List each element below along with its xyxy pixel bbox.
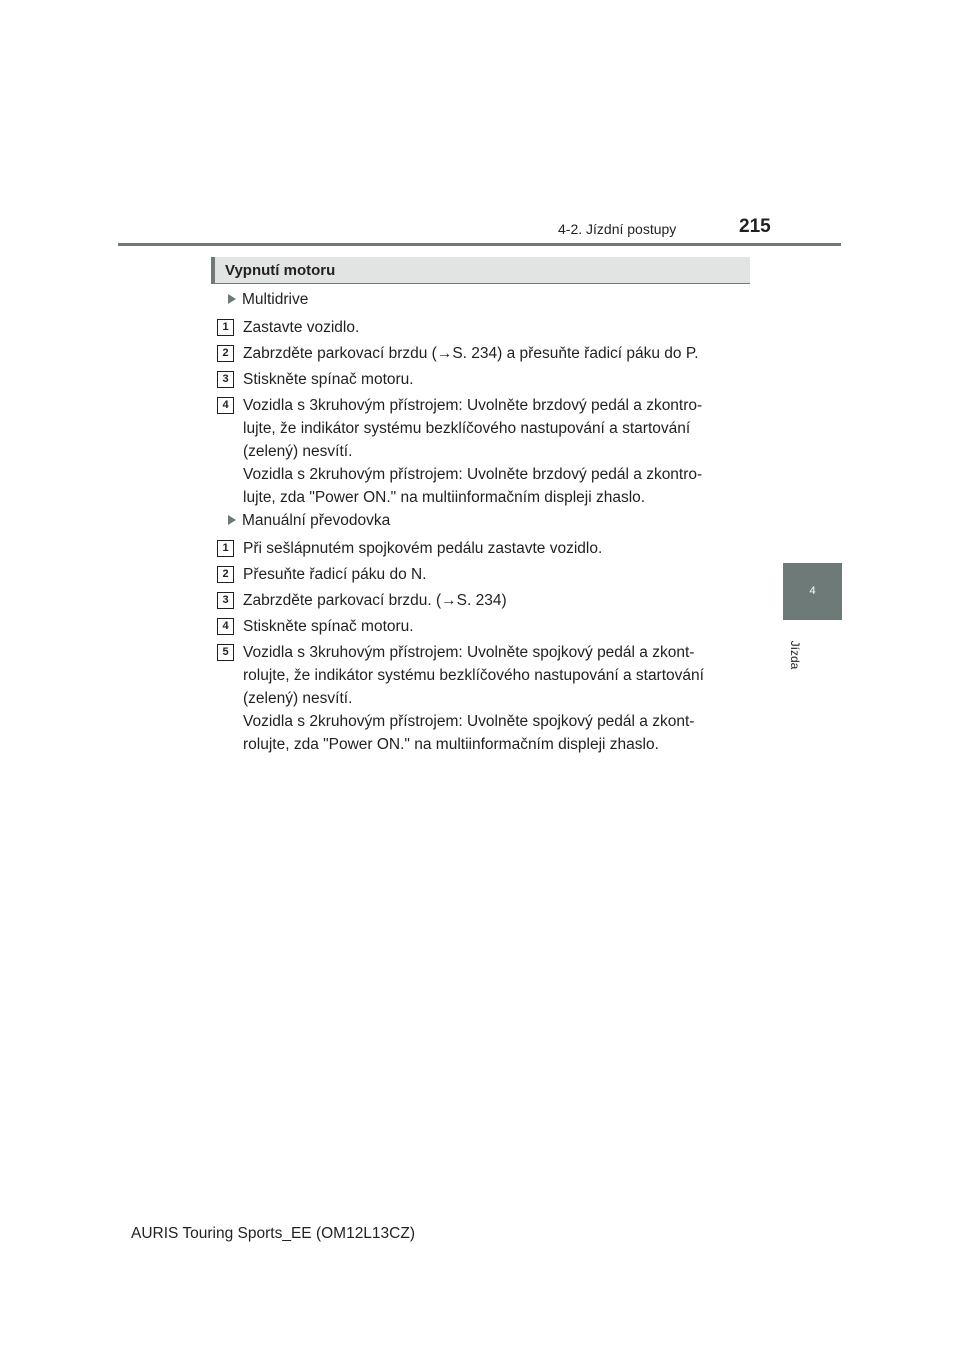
step-text: Stiskněte spínač motoru. xyxy=(243,371,414,388)
triangle-bullet-icon xyxy=(228,515,236,525)
step-number-badge: 4 xyxy=(217,397,234,414)
chapter-tab: 4 xyxy=(783,563,842,620)
triangle-bullet-icon xyxy=(228,294,236,304)
step-number-badge: 3 xyxy=(217,592,234,609)
step-number-badge: 1 xyxy=(217,540,234,557)
step-text: Zastavte vozidlo. xyxy=(243,319,360,336)
step-number-badge: 5 xyxy=(217,644,234,661)
step-number-badge: 1 xyxy=(217,319,234,336)
section-title: Vypnutí motoru xyxy=(225,262,336,279)
step-text: Vozidla s 3kruhovým přístrojem: Uvolněte spojkový pedál a zkont- rolujte, že indikátor systému bezklíčového nastupování a startování (zelený) nesvítí. Vozidla s 2kruhovým přístrojem: Uvolněte spojkový pedál a zkont- rolujte, zda "Power ON." na multiinformačním displeji zhaslo. xyxy=(243,644,704,753)
subheading-label: Multidrive xyxy=(242,291,309,308)
step-number-badge: 4 xyxy=(217,618,234,635)
page-number: 215 xyxy=(739,216,771,237)
step-text: Při sešlápnutém spojkovém pedálu zastavte vozidlo. xyxy=(243,540,603,557)
running-header-section: 4-2. Jízdní postupy xyxy=(558,221,677,237)
step-number-badge: 2 xyxy=(217,566,234,583)
subheading-multidrive xyxy=(228,291,308,309)
section-heading-bar xyxy=(211,257,750,284)
step-number-badge: 3 xyxy=(217,371,234,388)
subheading-label: Manuální převodovka xyxy=(242,512,391,529)
step-number-badge: 2 xyxy=(217,345,234,362)
step-text: Vozidla s 3kruhovým přístrojem: Uvolněte brzdový pedál a zkontro- lujte, že indikátor systému bezklíčového nastupování a startování (zelený) nesvítí. Vozidla s 2kruhovým přístrojem: Uvolněte brzdový pedál a zkontro- lujte, zda "Power ON." na multiinformačním displeji zhaslo. xyxy=(243,397,703,506)
step-text: Zabrzděte parkovací brzdu (→S. 234) a přesuňte řadicí páku do P. xyxy=(243,345,699,362)
subheading-manual xyxy=(228,512,390,530)
step-text: Zabrzděte parkovací brzdu. (→S. 234) xyxy=(243,592,507,609)
header-divider xyxy=(118,243,841,246)
document-footer: AURIS Touring Sports_EE (OM12L13CZ) xyxy=(131,1225,415,1242)
step-text: Stiskněte spínač motoru. xyxy=(243,618,414,635)
chapter-tab-label: Jízda xyxy=(788,640,802,670)
step-text: Přesuňte řadicí páku do N. xyxy=(243,566,427,583)
